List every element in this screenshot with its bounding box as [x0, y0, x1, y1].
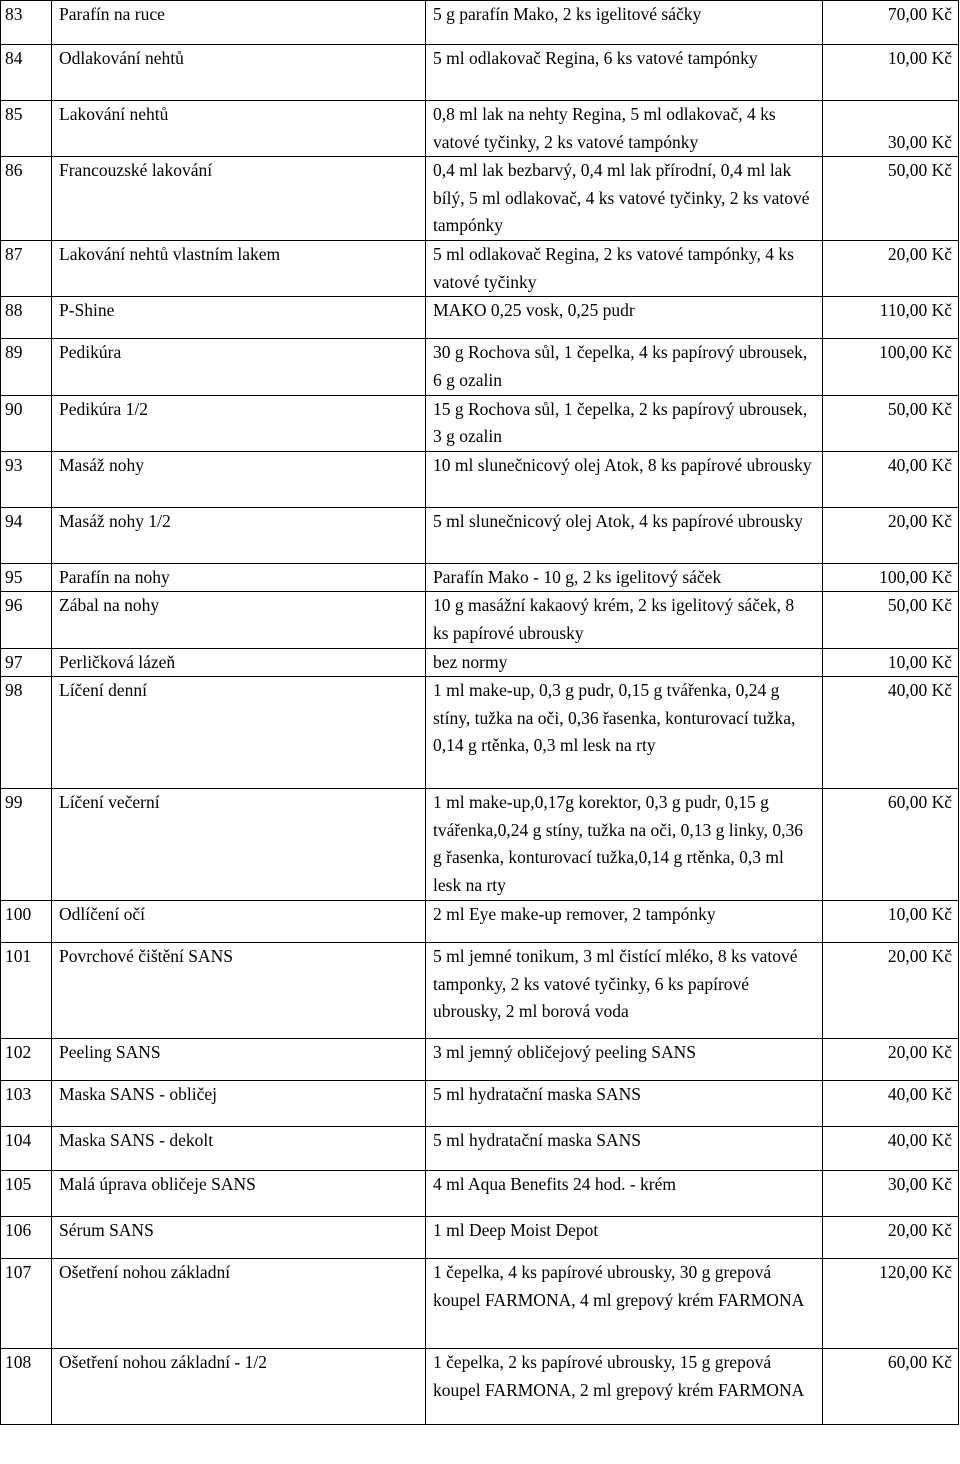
table-row	[1, 789, 959, 901]
row-number: 94	[1, 507, 52, 563]
materials-cell: 10 ml slunečnicový olej Atok, 8 ks papírové ubrousky	[426, 451, 823, 507]
service-name: Sérum SANS	[52, 1217, 426, 1259]
price-cell: 40,00 Kč	[823, 451, 959, 507]
price-cell: 40,00 Kč	[823, 1127, 959, 1171]
table-row	[1, 1039, 959, 1081]
row-number: 107	[1, 1259, 52, 1349]
price-cell: 50,00 Kč	[823, 592, 959, 648]
materials-cell: Parafín Mako - 10 g, 2 ks igelitový sáček	[426, 563, 823, 592]
materials-cell: 5 ml hydratační maska SANS	[426, 1081, 823, 1127]
service-name: Lakování nehtů	[52, 101, 426, 157]
price-cell: 50,00 Kč	[823, 157, 959, 241]
table-row	[1, 1217, 959, 1259]
table-row	[1, 297, 959, 339]
table-row	[1, 648, 959, 677]
price-cell: 70,00 Kč	[823, 1, 959, 45]
row-number: 100	[1, 901, 52, 943]
table-row	[1, 339, 959, 395]
materials-cell: 1 ml Deep Moist Depot	[426, 1217, 823, 1259]
table-row	[1, 901, 959, 943]
materials-cell: 5 ml odlakovač Regina, 2 ks vatové tampónky, 4 ks vatové tyčinky	[426, 241, 823, 297]
row-number: 105	[1, 1171, 52, 1217]
materials-cell: 15 g Rochova sůl, 1 čepelka, 2 ks papírový ubrousek, 3 g ozalin	[426, 395, 823, 451]
materials-cell: 5 ml slunečnicový olej Atok, 4 ks papírové ubrousky	[426, 507, 823, 563]
table-row	[1, 592, 959, 648]
table-row	[1, 157, 959, 241]
row-number: 104	[1, 1127, 52, 1171]
service-name: Povrchové čištění SANS	[52, 943, 426, 1039]
service-name: Parafín na nohy	[52, 563, 426, 592]
price-cell: 20,00 Kč	[823, 1039, 959, 1081]
price-cell: 10,00 Kč	[823, 648, 959, 677]
materials-cell: 5 ml jemné tonikum, 3 ml čistící mléko, 8 ks vatové tamponky, 2 ks vatové tyčinky, 6 ks papírové ubrousky, 2 ml borová voda	[426, 943, 823, 1039]
row-number: 90	[1, 395, 52, 451]
row-number: 84	[1, 45, 52, 101]
materials-cell: 4 ml Aqua Benefits 24 hod. - krém	[426, 1171, 823, 1217]
materials-cell: 1 ml make-up, 0,3 g pudr, 0,15 g tvářenka, 0,24 g stíny, tužka na oči, 0,36 řasenka, konturovací tužka, 0,14 g rtěnka, 0,3 ml lesk na rty	[426, 677, 823, 789]
table-row	[1, 1127, 959, 1171]
service-name: Masáž nohy 1/2	[52, 507, 426, 563]
table-row	[1, 395, 959, 451]
materials-cell: 10 g masážní kakaový krém, 2 ks igelitový sáček, 8 ks papírové ubrousky	[426, 592, 823, 648]
price-cell: 10,00 Kč	[823, 45, 959, 101]
table-row	[1, 677, 959, 789]
row-number: 95	[1, 563, 52, 592]
price-cell: 40,00 Kč	[823, 1081, 959, 1127]
table-row	[1, 1349, 959, 1425]
row-number: 85	[1, 101, 52, 157]
table-row	[1, 1259, 959, 1349]
row-number: 93	[1, 451, 52, 507]
table-row	[1, 1171, 959, 1217]
price-cell: 100,00 Kč	[823, 339, 959, 395]
service-name: Pedikúra	[52, 339, 426, 395]
table-body	[1, 1, 959, 1425]
price-cell: 120,00 Kč	[823, 1259, 959, 1349]
materials-cell: 5 ml odlakovač Regina, 6 ks vatové tampónky	[426, 45, 823, 101]
price-cell: 50,00 Kč	[823, 395, 959, 451]
service-name: Ošetření nohou základní - 1/2	[52, 1349, 426, 1425]
service-name: Parafín na ruce	[52, 1, 426, 45]
row-number: 89	[1, 339, 52, 395]
price-cell: 20,00 Kč	[823, 241, 959, 297]
service-name: Masáž nohy	[52, 451, 426, 507]
service-name: Odlíčení očí	[52, 901, 426, 943]
materials-cell: 0,4 ml lak bezbarvý, 0,4 ml lak přírodní, 0,4 ml lak bílý, 5 ml odlakovač, 4 ks vatové tyčinky, 2 ks vatové tampónky	[426, 157, 823, 241]
service-name: Maska SANS - obličej	[52, 1081, 426, 1127]
table-row	[1, 943, 959, 1039]
price-cell: 100,00 Kč	[823, 563, 959, 592]
service-name: Perličková lázeň	[52, 648, 426, 677]
table-row	[1, 563, 959, 592]
service-name: Peeling SANS	[52, 1039, 426, 1081]
service-name: Ošetření nohou základní	[52, 1259, 426, 1349]
materials-cell: bez normy	[426, 648, 823, 677]
price-cell: 40,00 Kč	[823, 677, 959, 789]
service-name: Líčení večerní	[52, 789, 426, 901]
service-name: Odlakování nehtů	[52, 45, 426, 101]
materials-cell: 5 ml hydratační maska SANS	[426, 1127, 823, 1171]
price-cell: 10,00 Kč	[823, 901, 959, 943]
materials-cell: 2 ml Eye make-up remover, 2 tampónky	[426, 901, 823, 943]
row-number: 102	[1, 1039, 52, 1081]
service-name: Francouzské lakování	[52, 157, 426, 241]
service-name: Malá úprava obličeje SANS	[52, 1171, 426, 1217]
row-number: 98	[1, 677, 52, 789]
service-name: Zábal na nohy	[52, 592, 426, 648]
materials-cell: 5 g parafín Mako, 2 ks igelitové sáčky	[426, 1, 823, 45]
service-name: Pedikúra 1/2	[52, 395, 426, 451]
table-row	[1, 1, 959, 45]
table-row	[1, 241, 959, 297]
price-cell: 20,00 Kč	[823, 507, 959, 563]
materials-cell: 1 čepelka, 4 ks papírové ubrousky, 30 g grepová koupel FARMONA, 4 ml grepový krém FARMONA	[426, 1259, 823, 1349]
materials-cell: 3 ml jemný obličejový peeling SANS	[426, 1039, 823, 1081]
service-name: Lakování nehtů vlastním lakem	[52, 241, 426, 297]
table-row	[1, 451, 959, 507]
materials-cell: 30 g Rochova sůl, 1 čepelka, 4 ks papírový ubrousek, 6 g ozalin	[426, 339, 823, 395]
row-number: 108	[1, 1349, 52, 1425]
row-number: 96	[1, 592, 52, 648]
price-cell: 110,00 Kč	[823, 297, 959, 339]
materials-cell: MAKO 0,25 vosk, 0,25 pudr	[426, 297, 823, 339]
row-number: 103	[1, 1081, 52, 1127]
row-number: 86	[1, 157, 52, 241]
service-name: Líčení denní	[52, 677, 426, 789]
row-number: 99	[1, 789, 52, 901]
row-number: 97	[1, 648, 52, 677]
table-row	[1, 45, 959, 101]
materials-cell: 0,8 ml lak na nehty Regina, 5 ml odlakovač, 4 ks vatové tyčinky, 2 ks vatové tampónky	[426, 101, 823, 157]
service-name: Maska SANS - dekolt	[52, 1127, 426, 1171]
row-number: 106	[1, 1217, 52, 1259]
table-row	[1, 1081, 959, 1127]
row-number: 87	[1, 241, 52, 297]
price-cell: 30,00 Kč	[823, 101, 959, 157]
row-number: 88	[1, 297, 52, 339]
materials-cell: 1 ml make-up,0,17g korektor, 0,3 g pudr, 0,15 g tvářenka,0,24 g stíny, tužka na oči, 0,13 g linky, 0,36 g řasenka, konturovací tužka,0,14 g rtěnka, 0,3 ml lesk na rty	[426, 789, 823, 901]
materials-cell: 1 čepelka, 2 ks papírové ubrousky, 15 g grepová koupel FARMONA, 2 ml grepový krém FARMONA	[426, 1349, 823, 1425]
service-name: P-Shine	[52, 297, 426, 339]
price-cell: 20,00 Kč	[823, 1217, 959, 1259]
row-number: 83	[1, 1, 52, 45]
table-row	[1, 101, 959, 157]
row-number: 101	[1, 943, 52, 1039]
price-cell: 60,00 Kč	[823, 1349, 959, 1425]
price-cell: 20,00 Kč	[823, 943, 959, 1039]
price-cell: 30,00 Kč	[823, 1171, 959, 1217]
price-cell: 60,00 Kč	[823, 789, 959, 901]
table-row	[1, 507, 959, 563]
